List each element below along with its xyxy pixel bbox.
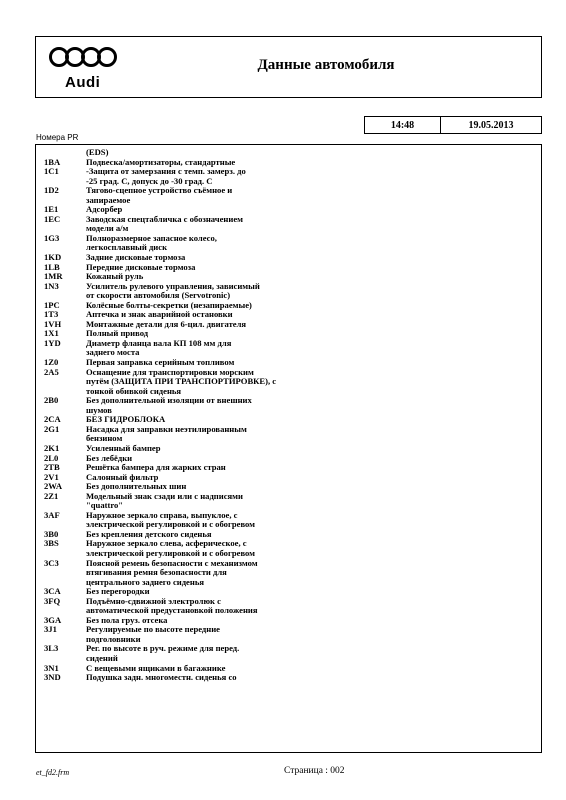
pr-description: Усиленный бампер: [86, 442, 161, 453]
pr-description: Подъёмно-сдвижной электролюк с автоматической предустановкой положения: [86, 595, 258, 616]
pr-description: Первая заправка серийным топливом: [86, 357, 235, 368]
section-label: Номера PR: [36, 133, 79, 142]
pr-code: 1PC: [44, 299, 60, 310]
pr-code: 3FQ: [44, 595, 61, 606]
pr-code: 2CA: [44, 414, 61, 425]
pr-code: 2TB: [44, 462, 60, 473]
pr-description: Без пола груз. отсека: [86, 614, 168, 625]
print-date: 19.05.2013: [468, 120, 514, 131]
pr-code: 2A5: [44, 366, 59, 377]
table-row: [36, 673, 541, 683]
table-row: [36, 425, 541, 444]
pr-code: 1X1: [44, 328, 59, 339]
pr-description: С вещевыми ящиками в багажнике: [86, 662, 226, 673]
pr-code: 3CA: [44, 586, 61, 597]
pr-description: Колёсные болты-секретки (незапираемые): [86, 299, 252, 310]
header-box: [35, 36, 542, 98]
audi-logo: [45, 47, 137, 91]
pr-description: Диаметр фланца вала КП 108 мм для заднего моста: [86, 337, 232, 358]
pr-description: Без крепления детского сиденья: [86, 528, 212, 539]
pr-code: 2Z1: [44, 490, 59, 501]
table-row: [36, 167, 541, 186]
pr-description: Кожаный руль: [86, 271, 144, 282]
pr-description: Насадка для заправки неэтилированным бензином: [86, 423, 247, 444]
pr-code: 1EC: [44, 213, 61, 224]
page-number: Страница : 002: [284, 766, 345, 776]
brand-name: Audi: [65, 74, 101, 91]
table-row: [36, 625, 541, 644]
pr-code: 2V1: [44, 471, 59, 482]
pr-code: 2B0: [44, 395, 59, 406]
pr-description: -Защита от замерзания с темп. замерз. до -25 град. С, допуск до -30 град. С: [86, 166, 246, 186]
pr-codes-table: [35, 144, 542, 753]
pr-code: 3AF: [44, 509, 60, 520]
pr-codes-list: [36, 148, 541, 683]
pr-description: Полноразмерное запасное колесо, легкосплавный диск: [86, 232, 217, 253]
pr-description: Без дополнительных шин: [86, 481, 187, 492]
print-time: 14:48: [390, 120, 415, 131]
page-title: Данные автомобиля: [257, 57, 395, 73]
pr-description: БЕЗ ГИДРОБЛОКА: [86, 414, 166, 425]
pr-description: Заводская спецтабличка с обозначением модели а/м: [86, 213, 243, 234]
pr-description: Передние дисковые тормоза: [86, 261, 196, 272]
table-row: [36, 186, 541, 205]
pr-description: Без перегородки: [86, 586, 150, 597]
pr-description: Аптечка и знак аварийной остановки: [86, 309, 233, 320]
pr-description: Адсорбер: [86, 204, 123, 215]
timestamp-box: [364, 116, 542, 134]
pr-code: 1YD: [44, 337, 61, 348]
pr-description: Наружное зеркало слева, асферическое, с электрической регулировкой и с обогревом: [86, 538, 256, 558]
table-row: [36, 597, 541, 616]
pr-description: (EDS): [86, 147, 109, 157]
table-row: [36, 368, 541, 397]
pr-description: Подвеска/амортизаторы, стандартные: [86, 156, 236, 167]
pr-description: Задние дисковые тормоза: [86, 252, 186, 263]
pr-description: Без дополнительной изоляции от внешних шумов: [86, 395, 252, 415]
table-row: [36, 644, 541, 663]
table-row: [36, 282, 541, 301]
pr-description: Усилитель рулевого управления, зависимый от скорости автомобиля (Servotronic): [86, 280, 260, 301]
pr-code: 1T3: [44, 309, 59, 320]
pr-description: Решётка бампера для жарких стран: [86, 462, 226, 473]
table-row: [36, 234, 541, 253]
pr-code: 1Z0: [44, 357, 59, 368]
pr-description: Рег. по высоте в руч. режиме для перед. сидений: [86, 643, 240, 663]
table-row: [36, 215, 541, 234]
pr-code: 2G1: [44, 423, 60, 434]
table-row: [36, 492, 541, 511]
pr-code: 1D2: [44, 185, 59, 196]
pr-code: 3L3: [44, 643, 59, 654]
pr-code: 1BA: [44, 156, 61, 167]
pr-code: 3N1: [44, 662, 59, 673]
pr-code: 2K1: [44, 442, 60, 453]
table-row: [36, 511, 541, 530]
pr-description: Наружное зеркало справа, выпуклое, с электрической регулировкой и с обогревом: [86, 509, 256, 530]
pr-code: 1VH: [44, 318, 62, 329]
pr-description: Оснащение для транспортировки морским путём (ЗАЩИТА ПРИ ТРАНСПОРТИРОВКЕ), с тонкой обивкой сиденья: [86, 366, 277, 396]
pr-description: Регулируемые по высоте передние подголовники: [86, 624, 220, 644]
pr-description: Монтажные детали для 6-цил. двигателя: [86, 318, 247, 329]
pr-code: 2WA: [44, 481, 63, 492]
pr-description: Салонный фильтр: [86, 471, 159, 482]
pr-code: 1C1: [44, 166, 59, 177]
pr-description: Модельный знак сзади или с надписями "quattro": [86, 490, 243, 511]
pr-code: 1N3: [44, 280, 59, 291]
pr-code: 1MR: [44, 271, 63, 282]
pr-description: Тягово-сцепное устройство съёмное и запираемое: [86, 185, 233, 205]
pr-code: 3C3: [44, 557, 59, 568]
form-name: et_fd2.frm: [36, 768, 70, 777]
pr-code: 3B0: [44, 528, 59, 539]
table-row: [36, 559, 541, 588]
pr-code: 1G3: [44, 232, 60, 243]
pr-code: 1LB: [44, 261, 60, 272]
pr-code: 3BS: [44, 538, 59, 549]
pr-description: Поясной ремень безопасности с механизмом втягивания ремня безопасности для центрального заднего сиденья: [86, 557, 258, 587]
pr-code: 1KD: [44, 252, 62, 263]
pr-code: 1E1: [44, 204, 59, 215]
audi-rings-icon: [45, 47, 137, 71]
pr-code: 3J1: [44, 624, 57, 635]
pr-code: 3ND: [44, 672, 61, 683]
pr-code: 2L0: [44, 452, 59, 463]
table-row: [36, 339, 541, 358]
table-row: [36, 396, 541, 415]
pr-code: 3GA: [44, 614, 62, 625]
pr-description: Полный привод: [86, 328, 149, 339]
table-row: [36, 539, 541, 558]
pr-description: Без лебёдки: [86, 452, 133, 463]
pr-description: Подушка задн. многоместн. сиденья со: [86, 672, 237, 683]
